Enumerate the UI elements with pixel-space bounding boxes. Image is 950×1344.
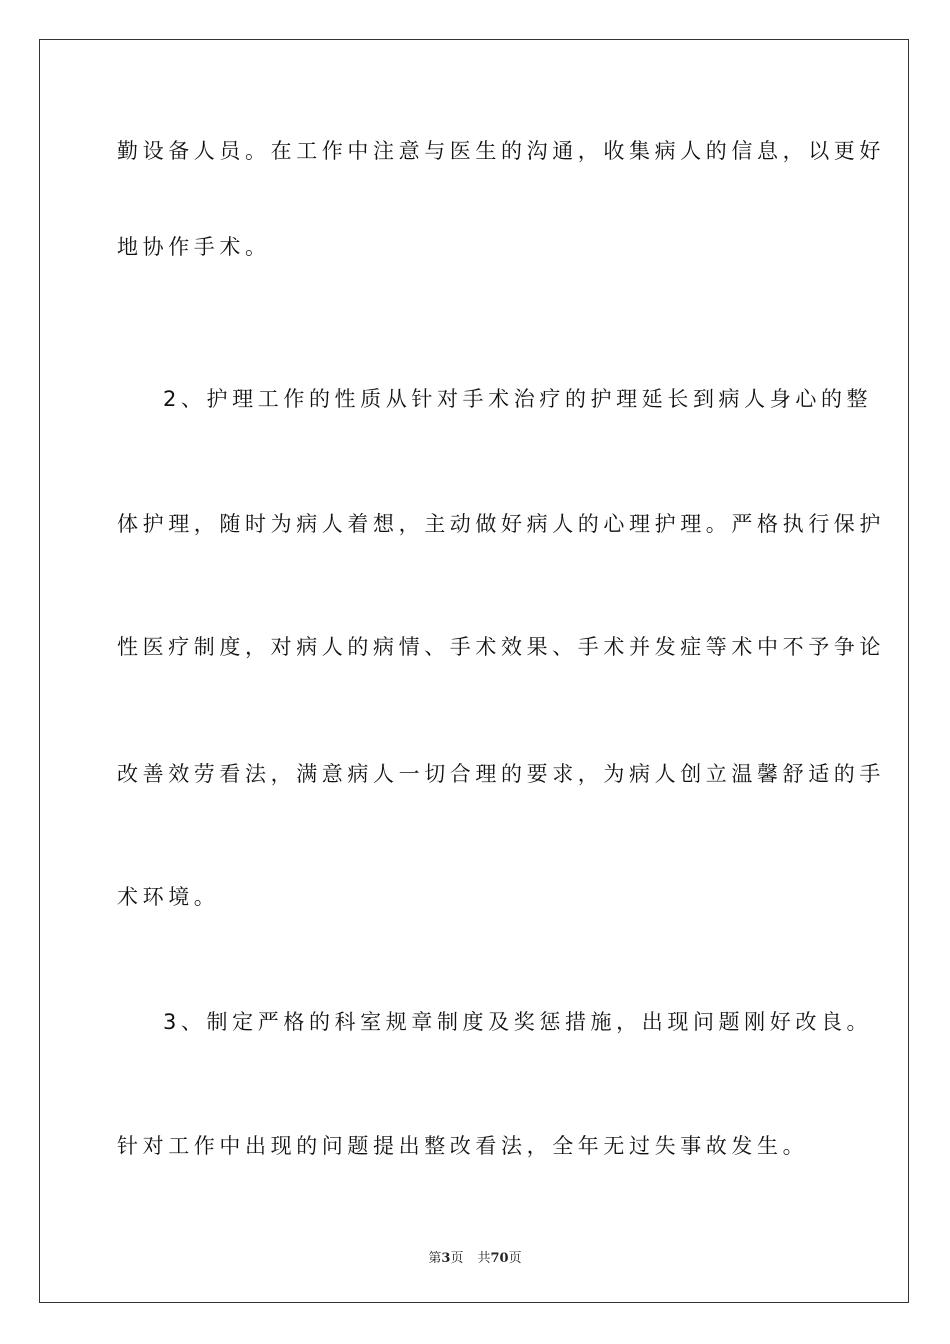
text-line-5: 性医疗制度，对病人的病情、手术效果、手术并发症等术中不予争论 (117, 635, 885, 659)
text-line-4: 体护理，随时为病人着想，主动做好病人的心理护理。严格执行保护 (117, 512, 885, 536)
footer-page-prefix: 第 (428, 1251, 442, 1266)
paragraph-3-line-1: 3、制定严格的科室规章制度及奖惩措施，出现问题刚好改良。 (163, 1010, 873, 1034)
text-line-7: 术环境。 (117, 885, 220, 909)
footer-page-number: 3 (441, 1251, 451, 1266)
footer-total-pages: 70 (490, 1251, 509, 1266)
footer-page-suffix: 页 (450, 1251, 464, 1266)
page-footer (0, 1247, 950, 1266)
text-line-6: 改善效劳看法，满意病人一切合理的要求，为病人创立温馨舒适的手 (117, 762, 885, 786)
text-line-1: 勤设备人员。在工作中注意与医生的沟通，收集病人的信息，以更好 (117, 139, 885, 163)
paragraph-2-line-1: 2、护理工作的性质从针对手术治疗的护理延长到病人身心的整 (163, 387, 873, 411)
footer-total-prefix: 共 (477, 1251, 491, 1266)
page-border (39, 39, 909, 1303)
text-line-2: 地协作手术。 (117, 235, 271, 259)
text-line-9: 针对工作中出现的问题提出整改看法，全年无过失事故发生。 (117, 1134, 809, 1158)
footer-total-suffix: 页 (508, 1251, 522, 1266)
